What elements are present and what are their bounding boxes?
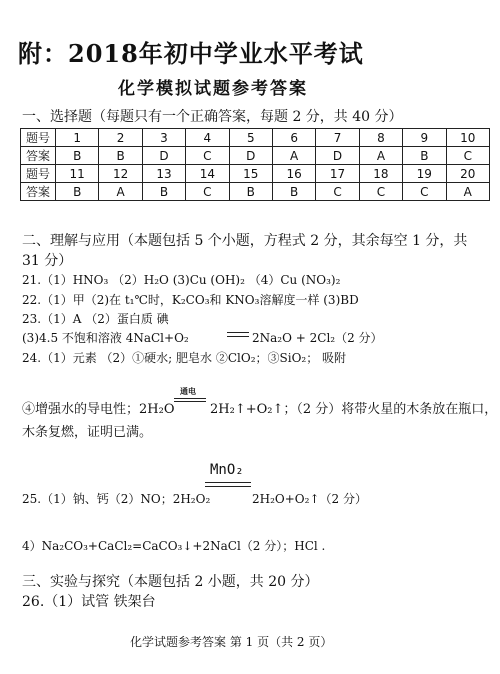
table-row-label: 题号 [21, 129, 56, 147]
table-cell: 16 [272, 165, 315, 183]
table-row [21, 147, 490, 165]
answer-23-part-b: (3)4.5 不饱和溶液 4NaCl+O₂ [22, 331, 189, 345]
table-cell: 12 [99, 165, 142, 183]
table-cell: 13 [142, 165, 185, 183]
answer-25-part-4: 4）Na₂CO₃+CaCl₂=CaCO₃↓+2NaCl（2 分）；HCl . [22, 539, 326, 553]
table-row-label: 答案 [21, 147, 56, 165]
answer-22: 22.（1）甲（2)在 t₁℃时，K₂CO₃和 KNO₃溶解度一样 (3)BD [22, 293, 359, 307]
answer-table [20, 128, 490, 201]
equation-equals-sign [205, 482, 251, 483]
table-cell: 10 [446, 129, 489, 147]
table-cell: C [186, 147, 229, 165]
equation-equals-sign [174, 398, 206, 399]
table-cell: B [403, 147, 446, 165]
answer-24-part-4-conclusion: 木条复燃，证明已满。 [22, 425, 153, 440]
table-cell: 11 [56, 165, 99, 183]
page-subtitle: 化学模拟试题参考答案 [118, 79, 308, 99]
table-cell: 19 [403, 165, 446, 183]
answer-21: 21.（1）HNO₃ （2）H₂O (3)Cu (OH)₂ （4）Cu (NO₃)₂ [22, 273, 341, 287]
equation-equals-sign [174, 401, 206, 402]
equation-equals-sign [227, 332, 249, 333]
table-cell: C [316, 183, 359, 201]
table-cell: C [359, 183, 402, 201]
table-row-label: 题号 [21, 165, 56, 183]
answer-26: 26.（1）试管 铁架台 [22, 594, 156, 610]
table-cell: A [359, 147, 402, 165]
table-cell: 7 [316, 129, 359, 147]
section-2-heading-continued: 31 分） [22, 253, 73, 269]
table-cell: 18 [359, 165, 402, 183]
table-cell: B [142, 183, 185, 201]
table-cell: 20 [446, 165, 489, 183]
table-cell: 2 [99, 129, 142, 147]
table-cell: B [272, 183, 315, 201]
table-cell: 9 [403, 129, 446, 147]
table-cell: D [142, 147, 185, 165]
section-3-heading: 三、实验与探究（本题包括 2 小题，共 20 分） [22, 574, 319, 590]
table-cell: 4 [186, 129, 229, 147]
answer-23-part-a: 23.（1）A （2）蛋白质 碘 [22, 312, 169, 326]
table-row [21, 183, 490, 201]
table-cell: A [99, 183, 142, 201]
equation-equals-sign [227, 336, 249, 337]
table-row-label: 答案 [21, 183, 56, 201]
table-cell: 15 [229, 165, 272, 183]
answer-24-part-4: ④增强水的导电性；2H₂O [22, 402, 175, 417]
page-footer: 化学试题参考答案 第 1 页（共 2 页） [130, 635, 333, 649]
table-row [21, 129, 490, 147]
table-cell: 5 [229, 129, 272, 147]
table-cell: C [186, 183, 229, 201]
table-cell: D [229, 147, 272, 165]
table-cell: B [56, 147, 99, 165]
answer-24-part-4-product: 2H₂↑+O₂↑；（2 分）将带火星的木条放在瓶口， [210, 402, 498, 417]
reaction-condition-electrolysis: 通电 [180, 386, 196, 396]
table-cell: B [56, 183, 99, 201]
table-cell: A [446, 183, 489, 201]
reaction-catalyst: MnO₂ [210, 462, 244, 478]
section-2-heading: 二、理解与应用（本题包括 5 个小题，方程式 2 分，其余每空 1 分，共 [22, 233, 468, 249]
table-cell: C [403, 183, 446, 201]
answer-23-part-b-product: 2Na₂O + 2Cl₂（2 分） [252, 331, 383, 345]
table-cell: D [316, 147, 359, 165]
table-cell: 3 [142, 129, 185, 147]
table-cell: B [229, 183, 272, 201]
table-cell: 14 [186, 165, 229, 183]
table-cell: 8 [359, 129, 402, 147]
table-cell: 17 [316, 165, 359, 183]
answer-24: 24.（1）元素 （2）①硬水; 肥皂水 ②ClO₂；③SiO₂； 吸附 [22, 351, 347, 365]
table-row [21, 165, 490, 183]
table-cell: B [99, 147, 142, 165]
answer-25-product: 2H₂O+O₂↑（2 分） [252, 492, 367, 506]
table-cell: C [446, 147, 489, 165]
table-cell: 1 [56, 129, 99, 147]
table-cell: 6 [272, 129, 315, 147]
answer-25: 25.（1）钠、钙（2）NO；2H₂O₂ [22, 492, 211, 506]
table-cell: A [272, 147, 315, 165]
equation-equals-sign [205, 486, 251, 487]
page-title: 附：2018年初中学业水平考试 [18, 39, 364, 68]
section-1-heading: 一、选择题（每题只有一个正确答案，每题 2 分，共 40 分） [22, 109, 403, 125]
